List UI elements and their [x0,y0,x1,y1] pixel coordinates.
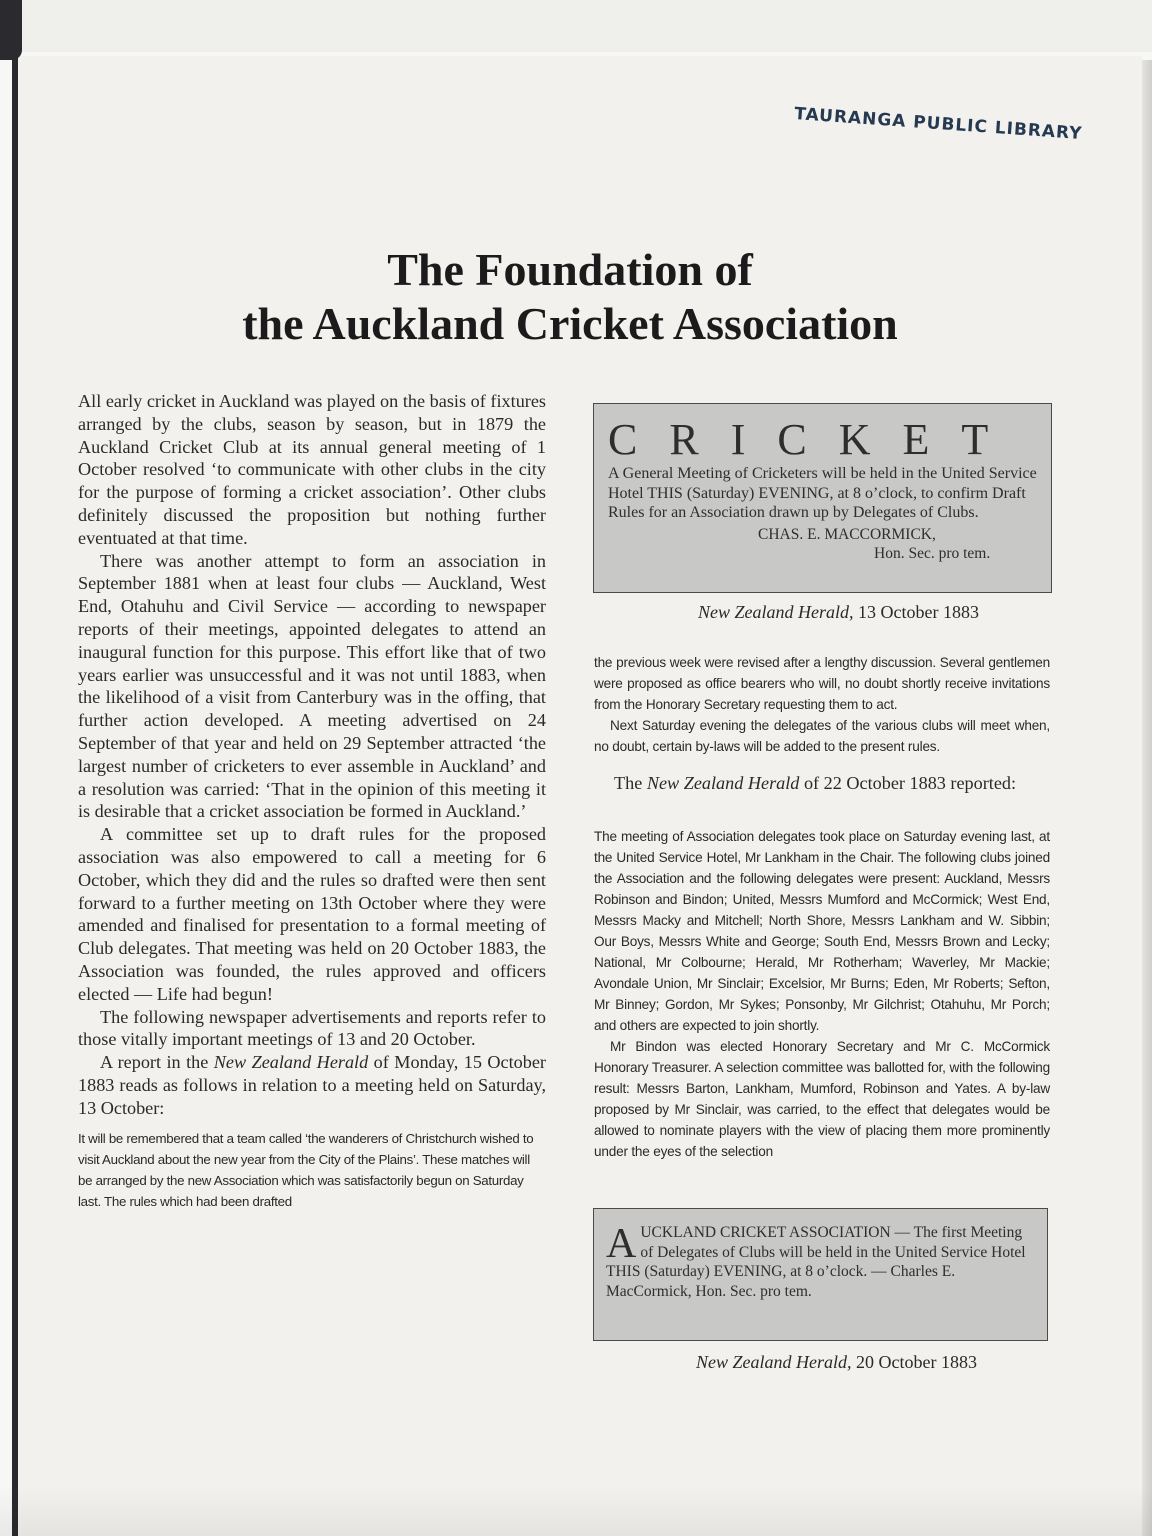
paragraph-2: There was another attempt to form an association in September 1881 when at least four clubs — Auckland, West End, Otahuhu and Civil Service — according to newspaper reports of their meetings, appointed delegates to attend an inaugural function for this purpose. This effort like that of two years earlier was unsuccessful and it was not until 1883, when the likelihood of a visit from Canterbury was in the offing, that further action developed. A meeting advertised on 24 September of that year and held on 29 September attracted ‘the largest number of cricketers to ever assemble in Auckland’ and a resolution was carried: ‘That in the opinion of this meeting it is desirable that a cricket association be formed in Auckland.’ [78,550,546,822]
report-intro-start: The [614,773,647,793]
advert-body: A General Meeting of Cricketers will be held in the United Service Hotel THIS (Saturday) EVENING, at 8 o’clock, to confirm Draft Rules for an Association drawn up by Delegates of Clubs. [608,465,1037,522]
report-intro-paper: New Zealand Herald [646,773,800,793]
source-2-paper: New Zealand Herald, [696,1352,852,1372]
source-citation-2 [696,1352,977,1373]
report-next-text: Next Saturday evening the delegates of the various clubs will meet when, no doubt, certain by-laws will be added to the present rules. [594,718,1050,754]
report-continued-text: the previous week were revised after a lengthy discussion. Several gentlemen were proposed as office bearers who will, no doubt shortly receive invitations from the Honorary Secretary requesting them to act. [594,655,1050,712]
page-title [0,243,1140,351]
left-column [78,390,546,1212]
association-advert [593,1208,1048,1341]
page-bottom-shade [0,1486,1152,1536]
report-body [594,826,1050,1162]
report-continued [594,652,1050,757]
title-line-2: the Auckland Cricket Association [242,298,898,349]
paragraph-5-start: A report in the [100,1052,214,1073]
report-intro [594,772,1050,795]
library-stamp: TAURANGA PUBLIC LIBRARY [793,104,1084,145]
background-surface [0,0,1152,52]
herald-quote: It will be remembered that a team called ‘the wanderers of Christchurch wished to visit Auckland about the new year from the City of the Plains’. These matches will be arranged by the new Association which was satisfactorily begun on Saturday last. The rules which had been drafted [78,1130,534,1209]
source-citation-1 [698,602,979,623]
source-1-date: 13 October 1883 [853,602,979,622]
book-binding [0,0,22,60]
advert-2-dropcap: A [606,1221,637,1267]
report-paragraph-2: Mr Bindon was elected Honorary Secretary and Mr C. McCormick Honorary Treasurer. A selection committee was ballotted for, with the following result: Messrs Barton, Lankham, Mumford, Robinson and Yates. A by-law proposed by Mr Sinclair, was carried, to the effect that delegates would be allowed to nominate players with the view of placing them more prominently under the eyes of the selection [594,1039,1050,1159]
advert-signature: CHAS. E. MACCORMICK, [758,525,936,543]
paragraph-1: All early cricket in Auckland was played on the basis of fixtures arranged by the clubs, season by season, but in 1879 the Auckland Cricket Club at its annual general meeting of 1 October resolved ‘to communicate with other clubs in the city for the purpose of forming a cricket association’. Other clubs definitely discussed the proposition but nothing further eventuated at that time. [78,391,546,548]
report-paragraph-1: The meeting of Association delegates took place on Saturday evening last, at the United Service Hotel, Mr Lankham in the Chair. The following clubs joined the Association and the following delegates were present: Auckland, Messrs Robinson and Bindon; United, Messrs Mumford and McCormick; West End, Messrs Macky and Mitchell; North Shore, Messrs Lankham and W. Sibbin; Our Boys, Messrs White and George; South End, Messrs Brown and Lecky; National, Mr Colbourne; Herald, Mr Rotherham; Waverley, Mr Mackie; Avondale Union, Mr Sinclair; Excelsior, Mr Burns; Eden, Mr Roberts; Sefton, Mr Binney; Gordon, Mr Sykes; Ponsonby, Mr Gilchrist; Otahuhu, Mr Porch; and others are expected to join shortly. [594,829,1050,1033]
page-edge-shadow [1142,60,1152,1536]
advert-2-text: UCKLAND CRICKET ASSOCIATION — The first Meeting of Delegates of Clubs will be held in the United Service Hotel THIS (Saturday) EVENING, at 8 o’clock. — Charles E. MacCormick, Hon. Sec. pro tem. [606,1224,1026,1300]
title-line-1: The Foundation of [387,244,753,295]
paragraph-3: A committee set up to draft rules for the proposed association was also empowered to call a meeting for 6 October, which they did and the rules so drafted were then sent forward to a further meeting on 13th October where they were amended and finalised for presentation to a formal meeting of Club delegates. That meeting was held on 20 October 1883, the Association was founded, the rules approved and officers elected — Life had begun! [78,824,546,1004]
report-intro-end: of 22 October 1883 reported: [799,773,1017,793]
paragraph-5-end: of Monday, 15 October 1883 reads as follows in relation to a meeting held on Saturday, 13 October: [78,1052,546,1118]
advert-signature-title: Hon. Sec. pro tem. [874,545,991,563]
advert-heading: CRICKET [608,415,1021,464]
source-2-date: 20 October 1883 [851,1352,977,1372]
paragraph-5-paper: New Zealand Herald [213,1052,369,1073]
paragraph-4: The following newspaper advertisements and reports refer to those vitally important meetings of 13 and 20 October. [78,1006,546,1050]
cricket-advert [593,403,1052,593]
source-1-paper: New Zealand Herald, [698,602,854,622]
paragraph-5 [78,1051,546,1119]
